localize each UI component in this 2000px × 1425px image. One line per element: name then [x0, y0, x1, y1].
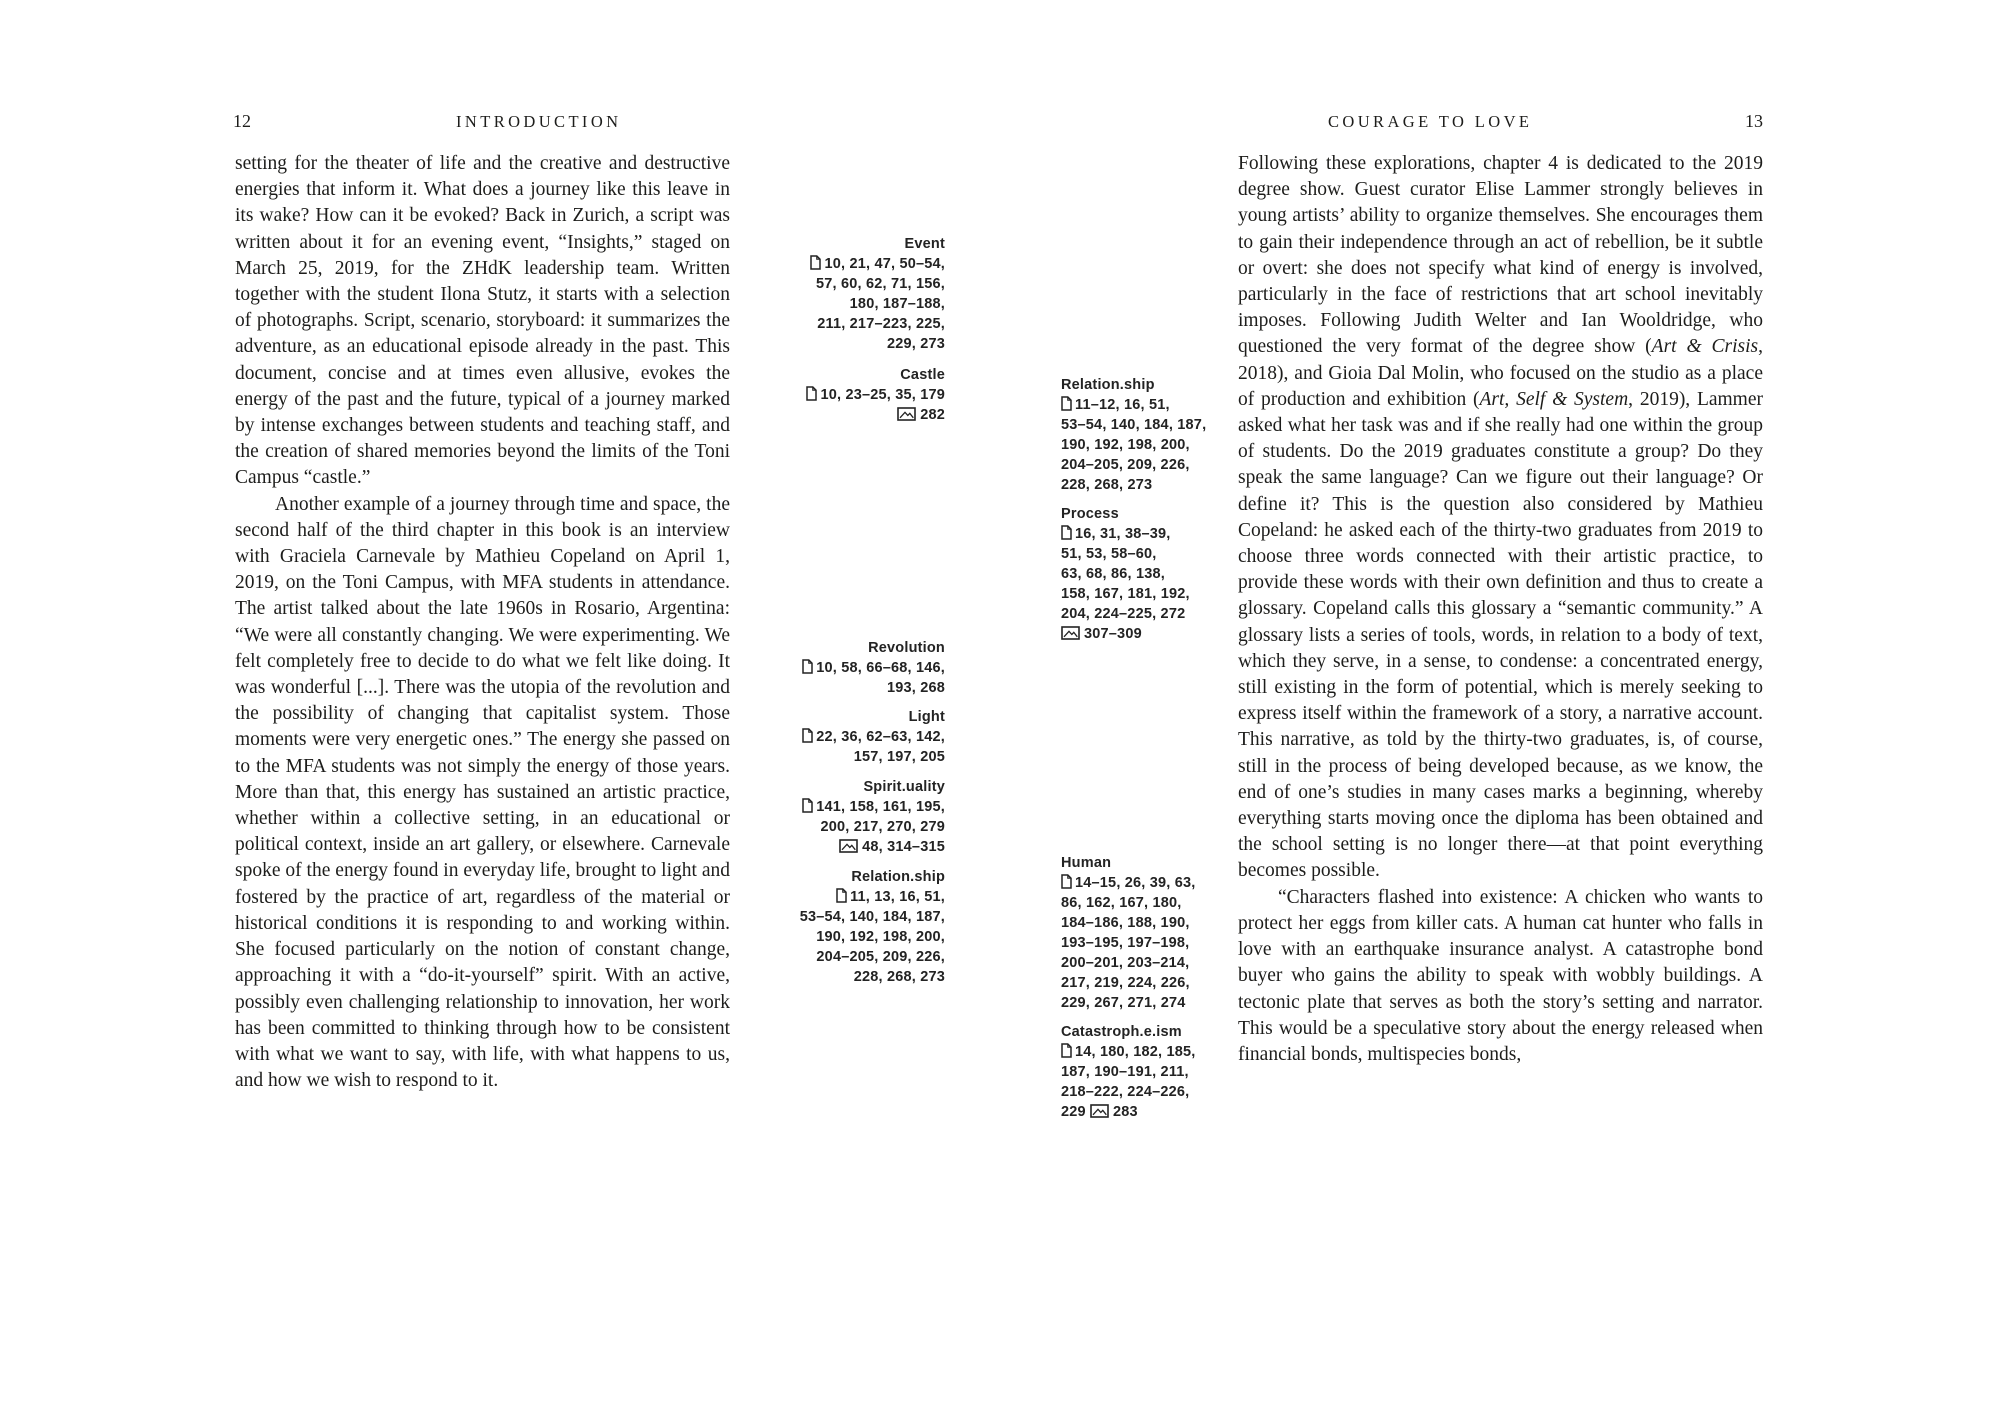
index-refs-line: 187, 190–191, 211,: [1061, 1064, 1189, 1080]
index-refs-line: 229 283: [1061, 1104, 1138, 1120]
index-refs-line: 228, 268, 273: [853, 969, 945, 985]
page-icon: [1061, 396, 1072, 411]
index-term: Event: [904, 236, 945, 252]
index-refs-line: 48, 314–315: [783, 837, 945, 857]
page-icon: [1061, 1043, 1072, 1058]
right-page-number: 13: [1745, 111, 1763, 131]
index-refs-line: 14–15, 26, 39, 63,: [1061, 873, 1229, 893]
index-term: Spirit.uality: [863, 779, 945, 795]
index-entry: [783, 777, 945, 857]
index-refs-line: 193–195, 197–198,: [1061, 935, 1190, 951]
index-refs-line: 184–186, 188, 190,: [1061, 915, 1190, 931]
image-icon: [839, 839, 858, 853]
index-refs-line: 204, 224–225, 272: [1061, 606, 1186, 622]
index-entry: [783, 234, 945, 354]
index-refs-line: 158, 167, 181, 192,: [1061, 586, 1190, 602]
index-refs-line: 229, 273: [886, 336, 945, 352]
page-icon: [802, 728, 813, 743]
page-icon: [806, 386, 817, 401]
index-term: Light: [908, 709, 945, 725]
index-entry: [1061, 853, 1229, 1013]
left-page-number: 12: [233, 111, 251, 131]
index-refs-line: 204–205, 209, 226,: [816, 949, 945, 965]
index-term: Process: [1061, 506, 1119, 522]
index-entry: [783, 867, 945, 987]
index-term: Relation.ship: [851, 869, 945, 885]
index-refs-line: 53–54, 140, 184, 187,: [799, 909, 945, 925]
index-refs-line: 190, 192, 198, 200,: [1061, 437, 1190, 453]
paragraph: Following these explorations, chapter 4 is dedicated to the 2019 degree show. Guest curator Elise Lammer strongly believes in young artists’ ability to organize themselves. She encourages them to gain their independence through an act of rebellion, be it subtle or overt: she does not specify what kind of energy is involved, particularly in the face of restrictions that art school inevitably imposes. Following Judith Welter and Ian Wooldridge, who questioned the very format of the degree show (Art & Crisis, 2018), and Gioia Dal Molin, who focused on the studio as a place of production and exhibition (Art, Self & System, 2019), Lammer asked what her task was and if she really had one within the group of students. Do the 2019 graduates constitute a group? Do they speak the same language? Can we figure out their language? Or define it? This is the question also considered by Mathieu Copeland: he asked each of the thirty-two graduates from 2019 to choose three words connected with their artistic practice, to provide these words with their own definition and thus to create a glossary. Copeland calls this glossary a “semantic community.” A glossary lists a series of tools, words, in relation to a body of text, which they serve, in a sense, to condense: a concentrated energy, still existing in the form of potential, which is merely seeking to express itself within the framework of a story, a narrative account. This narrative, as told by the thirty-two graduates, is, of course, still in the process of being developed because, as we know, the end of one’s studies in many cases marks a beginning, whereby everything starts moving once the diploma has been obtained and the school setting is no longer there—at that point everything becomes possible.: [1238, 153, 1763, 882]
index-refs-line: 63, 68, 86, 138,: [1061, 566, 1165, 582]
page-icon: [836, 888, 847, 903]
index-refs-line: 141, 158, 161, 195,: [783, 797, 945, 817]
index-refs-line: 200–201, 203–214,: [1061, 955, 1190, 971]
index-refs-line: 51, 53, 58–60,: [1061, 546, 1157, 562]
left-index-column: [783, 234, 945, 987]
index-refs-line: 180, 187–188,: [849, 296, 945, 312]
index-entry: [783, 365, 945, 425]
page-icon: [802, 659, 813, 674]
left-body-text: [235, 151, 730, 1094]
index-refs-line: 307–309: [1061, 624, 1229, 644]
page-icon: [802, 798, 813, 813]
index-refs-line: 282: [783, 405, 945, 425]
image-icon: [1090, 1104, 1109, 1118]
index-refs-line: 57, 60, 62, 71, 156,: [816, 276, 945, 292]
index-entry: [783, 638, 945, 698]
index-term: Castle: [900, 367, 945, 383]
image-icon: [1061, 626, 1080, 640]
index-entry: [1061, 375, 1229, 495]
index-refs-line: 218–222, 224–226,: [1061, 1084, 1190, 1100]
index-term: Revolution: [868, 640, 945, 656]
index-refs-line: 228, 268, 273: [1061, 477, 1153, 493]
index-term: Catastroph.e.ism: [1061, 1024, 1182, 1040]
image-icon: [897, 407, 916, 421]
index-term: Human: [1061, 855, 1112, 871]
index-refs-line: 10, 58, 66–68, 146,: [783, 658, 945, 678]
index-refs-line: 10, 21, 47, 50–54,: [783, 254, 945, 274]
page-icon: [1061, 874, 1072, 889]
index-refs-line: 193, 268: [886, 680, 945, 696]
index-refs-line: 190, 192, 198, 200,: [816, 929, 945, 945]
paragraph: Another example of a journey through time and space, the second half of the third chapter in this book is an interview with Graciela Carnevale by Mathieu Copeland on April 1, 2019, on the Toni Campus, with MFA students in attendance. The artist talked about the late 1960s in Rosario, Argentina: “We were all constantly changing. We were experimenting. We felt completely free to decide to do what we felt like doing. It was wonderful [...]. There was the utopia of the revolution and the possibility of changing that capitalist system. Those moments were very energetic ones.” The energy she passed on to the MFA students was not simply the energy of those years. More than that, this energy has sustained an artistic practice, whether within a collective setting, in an educational or political context, inside an art gallery, or elsewhere. Carnevale spoke of the energy found in everyday life, brought to light and fostered by the practice of art, regardless of the material or historical conditions it is responding to and working within. She focused particularly on the notion of constant change, approaching it with a “do-it-yourself” spirit. With an active, possibly even challenging relationship to innovation, her work has been committed to thinking through how to be consistent with what we want to say, with life, with what happens to us, and how we wish to respond to it.: [235, 493, 730, 1092]
right-running-head: COURAGE TO LOVE: [1328, 112, 1533, 131]
index-refs-line: 22, 36, 62–63, 142,: [783, 727, 945, 747]
paragraph: “Characters flashed into existence: A chicken who wants to protect her eggs from killer cats. A human cat hunter who falls in love with an earthquake insurance analyst. A catastrophe bond buyer who gains the ability to speak with wobbly buildings. A tectonic plate that serves as both the story’s setting and narrator. This would be a speculative story about the energy released when financial bonds, multispecies bonds,: [1238, 886, 1763, 1065]
index-refs-line: 11–12, 16, 51,: [1061, 395, 1229, 415]
right-index-column: [1061, 375, 1229, 1122]
index-term: Relation.ship: [1061, 377, 1155, 393]
index-refs-line: 157, 197, 205: [853, 749, 945, 765]
index-refs-line: 14, 180, 182, 185,: [1061, 1042, 1229, 1062]
index-refs-line: 53–54, 140, 184, 187,: [1061, 417, 1207, 433]
index-refs-line: 10, 23–25, 35, 179: [783, 385, 945, 405]
index-entry: [783, 707, 945, 767]
right-body-text: [1238, 151, 1763, 1068]
index-refs-line: 86, 162, 167, 180,: [1061, 895, 1182, 911]
paragraph: setting for the theater of life and the creative and destructive energies that inform it. What does a journey like this leave in its wake? How can it be evoked? Back in Zurich, a script was written about it for an evening event, “Insights,” staged on March 25, 2019, for the ZHdK leadership team. Written together with the student Ilona Stutz, it starts with a selection of photographs. Script, scenario, storyboard: it summarizes the adventure, as an educational episode already in the past. This document, concise and at times even allusive, evokes the energy of the past and the future, typical of a journey marked by intense exchanges between students and teaching staff, and the creation of shared memories beyond the limits of the Toni Campus “castle.”: [235, 153, 730, 489]
page-icon: [810, 255, 821, 270]
index-refs-line: 217, 219, 224, 226,: [1061, 975, 1190, 991]
index-refs-line: 229, 267, 271, 274: [1061, 995, 1186, 1011]
page-icon: [1061, 525, 1072, 540]
index-refs-line: 204–205, 209, 226,: [1061, 457, 1190, 473]
index-refs-line: 11, 13, 16, 51,: [783, 887, 945, 907]
left-running-head: INTRODUCTION: [456, 112, 622, 131]
index-refs-line: 200, 217, 270, 279: [820, 819, 945, 835]
index-refs-line: 211, 217–223, 225,: [817, 316, 945, 332]
index-entry: [1061, 1022, 1229, 1122]
index-refs-line: 16, 31, 38–39,: [1061, 524, 1229, 544]
index-entry: [1061, 504, 1229, 644]
